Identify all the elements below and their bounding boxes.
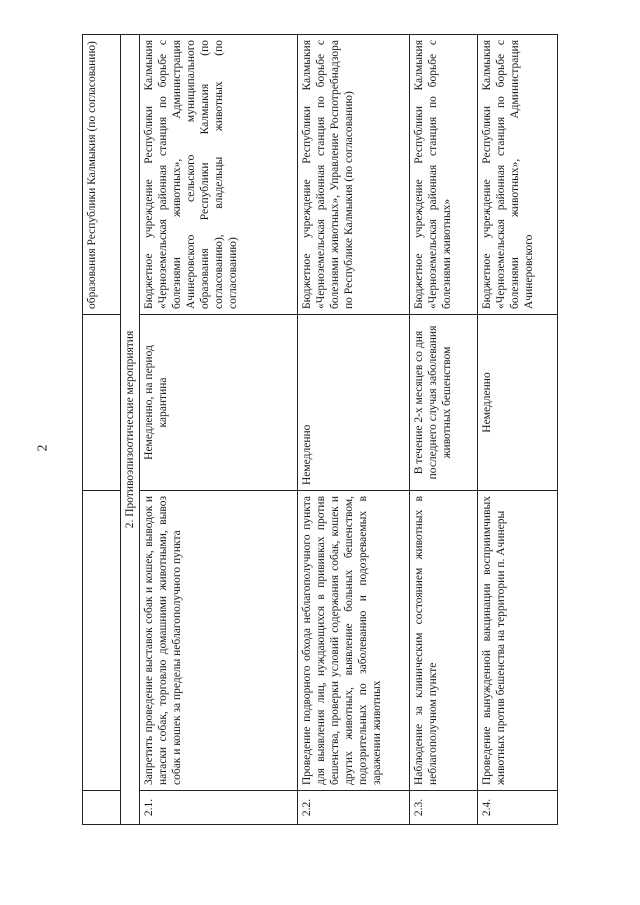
- term-text: В течение 2-х месяцев со дня последнего случая заболевания животных бешенством: [410, 315, 478, 491]
- table-row: [83, 35, 121, 825]
- header-num-cell: [83, 791, 121, 825]
- measures-table-rotated: [82, 35, 572, 825]
- row-number: 2.2.: [298, 791, 410, 825]
- page-number: 2: [35, 444, 51, 452]
- measure-text: Наблюдение за клиническим состоянием животных в неблагополучном пункте: [410, 491, 478, 791]
- table-row: [478, 35, 558, 825]
- responsible-text: Бюджетное учреждение Республики Калмыкия «Черноземельская районная станция по борьбе с болезнями животных», Администрация Ачинеровского сельского муниципального образования Республики Калмыкия (по согласованию), владельцы животных (по согласованию): [140, 35, 298, 315]
- term-text: Немедленно: [298, 315, 410, 491]
- measure-text: Проведение подворного обхода неблагополучного пункта для выявления лиц, нуждающихся в прививках против бешенства, проверки условий содержания собак, кошек и других животных, выявление больных бешенством, подозрительных по заболеванию и подозреваемых в заражении животных: [298, 491, 410, 791]
- measure-text: Запретить проведение выставок собак и кошек, выводок и натаски собак, торговлю домашними животными, вывоз собак и кошек за пределы неблагополучного пункта: [140, 491, 298, 791]
- section-title: 2. Противоэпизоотические мероприятия: [121, 35, 140, 825]
- row-number: 2.3.: [410, 791, 478, 825]
- measures-table: [82, 34, 558, 825]
- table-row: [140, 35, 298, 825]
- measure-text: Проведение вынужденной вакцинации восприимчивых животных против бешенства на территории п. Ачинеры: [478, 491, 558, 791]
- table-row: [410, 35, 478, 825]
- term-text: Немедленно: [478, 315, 558, 491]
- header-term-cell: [83, 315, 121, 491]
- term-text: Немедленно, на период карантина: [140, 315, 298, 491]
- row-number: 2.4.: [478, 791, 558, 825]
- section-row: [121, 35, 140, 825]
- table-row: [298, 35, 410, 825]
- responsible-text: Бюджетное учреждение Республики Калмыкия «Черноземельская районная станция по борьбе с болезнями животных»: [410, 35, 478, 315]
- row-number: 2.1.: [140, 791, 298, 825]
- header-measure-cell: [83, 491, 121, 791]
- header-responsible-cell: образования Республики Калмыкия (по согласованию): [83, 35, 121, 315]
- responsible-text: Бюджетное учреждение Республики Калмыкия «Черноземельская районная станция по борьбе с болезнями животных», Управление Роспотребнадзора по Республике Калмыкия (по согласованию): [298, 35, 410, 315]
- responsible-text: Бюджетное учреждение Республики Калмыкия «Черноземельская районная станция по борьбе с болезнями животных», Администрация Ачинеровского: [478, 35, 558, 315]
